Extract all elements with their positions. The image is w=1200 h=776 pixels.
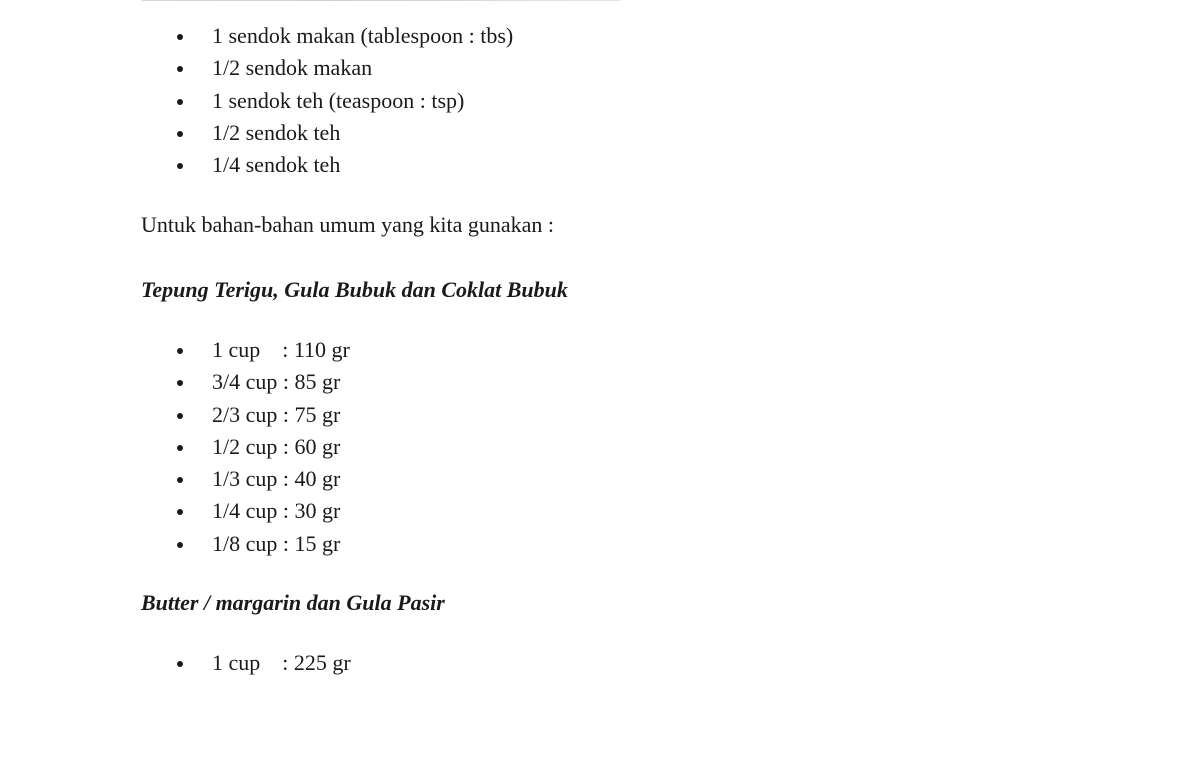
list-item-text: 1 cup : 225 gr [212,650,351,675]
bullet-icon [177,99,183,105]
list-item-text: 1/8 cup : 15 gr [212,530,341,556]
list-item [0,334,350,366]
bullet-icon [177,380,183,386]
list-item-text: 1 cup : 110 gr [212,337,350,362]
section-heading-flour: Tepung Terigu, Gula Bubuk dan Coklat Bubuk [141,277,568,302]
list-item [0,85,465,117]
list-item-text: 1 sendok makan (tablespoon : tbs) [212,23,514,48]
bullet-icon [177,348,183,354]
list-item-text: 3/4 cup : 85 gr [212,369,341,395]
list-item [0,495,341,527]
list-item [0,149,341,181]
list-item-text: 1 sendok teh (teaspoon : tsp) [212,87,465,113]
bullet-icon [177,131,183,137]
list-item [0,366,341,398]
list-item-text: 1/4 cup : 30 gr [212,498,341,524]
measure-list [0,20,514,181]
bullet-icon [177,509,183,515]
list-item [0,20,514,52]
list-item [0,528,341,560]
list-item-text: 1/2 sendok teh [212,119,341,145]
intro-paragraph: Untuk bahan-bahan umum yang kita gunakan : [141,212,555,237]
bullet-icon [177,34,183,40]
bullet-icon [177,413,183,419]
list-item [0,463,341,495]
list-item [0,117,341,149]
list-item [0,431,341,463]
list-item [0,647,351,679]
section-heading-butter: Butter / margarin dan Gula Pasir [141,590,445,615]
list-item-text: 1/2 cup : 60 gr [212,433,341,459]
list-item [0,52,373,84]
bullet-icon [177,477,183,483]
flour-conversion-list [0,334,350,560]
list-item-text: 2/3 cup : 75 gr [212,401,341,427]
bullet-icon [177,163,183,169]
list-item-text: 1/3 cup : 40 gr [212,466,341,492]
bullet-icon [177,445,183,451]
cutoff-text-line [141,0,621,4]
list-item-text: 1/2 sendok makan [212,55,373,81]
list-item [0,399,341,431]
butter-conversion-list [0,647,351,679]
list-item-text: 1/4 sendok teh [212,152,341,178]
bullet-icon [177,542,183,548]
bullet-icon [177,661,183,667]
bullet-icon [177,66,183,72]
